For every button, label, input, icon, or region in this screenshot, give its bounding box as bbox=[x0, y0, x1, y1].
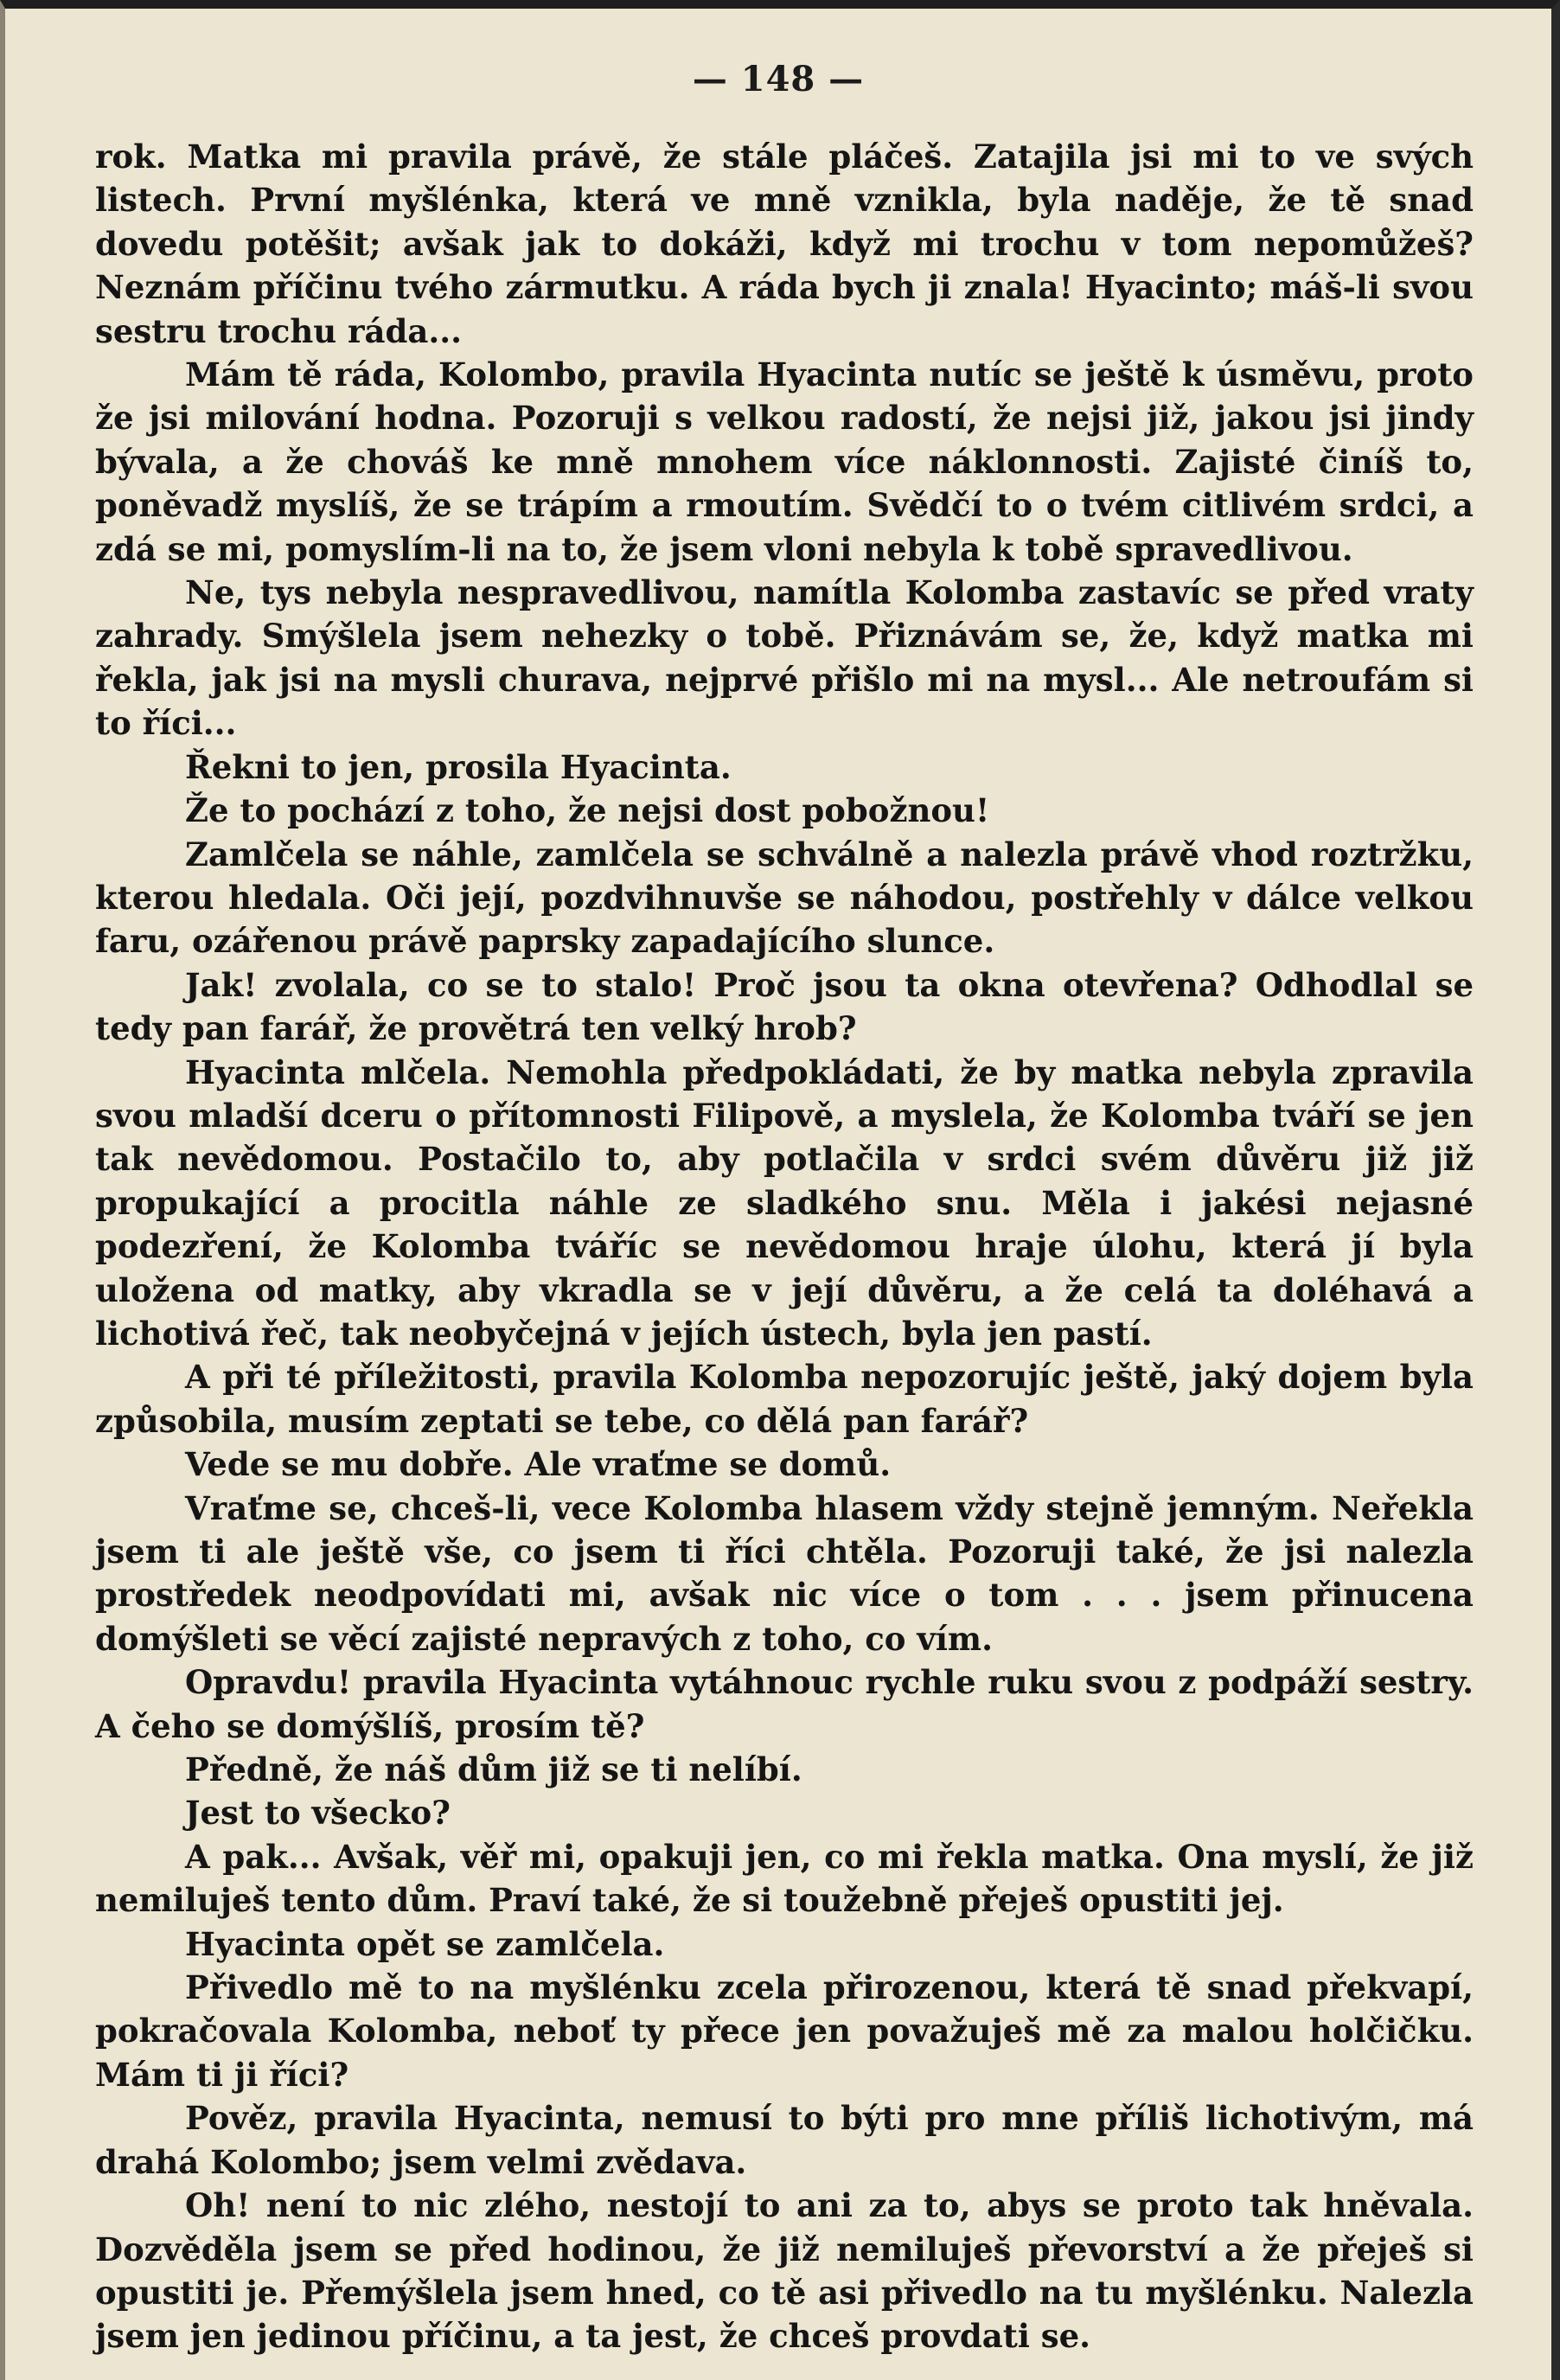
paragraph: Jest to všecko? bbox=[185, 1794, 451, 1833]
paragraph: Zamlčela se náhle, zamlčela se schválně a nalezla právě vhod roztržku, kterou hledala. Oči její, pozdvihnuvše se náhodou, postřehly v dálce velkou faru, ozářenou právě paprsky zapadajícího slunce. bbox=[95, 835, 1474, 961]
paragraph: A při té příležitosti, pravila Kolomba nepozorujíc ještě, jaký dojem byla způsobila, musím zeptati se tebe, co dělá pan farář? bbox=[95, 1358, 1474, 1440]
paragraph: Hyacinta mlčela. Nemohla předpokládati, že by matka nebyla zpravila svou mladší dceru o přítomnosti Filipově, a myslela, že Kolomba tváří se jen tak nevědomou. Postačilo to, aby potlačila v srdci svém důvěru již již propukající a procitla náhle ze sladkého snu. Měla i jakési nejasné podezření, že Kolomba tváříc se nevědomou hraje úlohu, která jí byla uložena od matky, aby vkradla se v její důvěru, a že celá ta doléhavá a lichotivá řeč, tak neobyčejná v jejích ústech, byla jen pastí. bbox=[95, 1052, 1474, 1353]
paragraph: Řekni to jen, prosila Hyacinta. bbox=[185, 747, 732, 786]
paragraph: Že to pochází z toho, že nejsi dost pobožnou! bbox=[185, 791, 990, 830]
paragraph: Vede se mu dobře. Ale vraťme se domů. bbox=[185, 1445, 892, 1484]
paragraph: Pověz, pravila Hyacinta, nemusí to býti pro mne příliš lichotivým, má drahá Kolombo; jsem velmi zvědava. bbox=[95, 2099, 1474, 2181]
paragraph: Oh! není to nic zlého, nestojí to ani za to, abys se proto tak hněvala. Dozvěděla jsem se před hodinou, že již nemiluješ převorství a že přeješ si opustiti je. Přemýšlela jsem hned, co tě asi přivedlo na tu myšlénku. Nalezla jsem jen jedinou příčinu, a ta jest, že chceš provdati se. bbox=[95, 2186, 1474, 2356]
paragraph: Jak! zvolala, co se to stalo! Proč jsou ta okna otevřena? Odhodlal se tedy pan farář, že provětrá ten velký hrob? bbox=[95, 965, 1474, 1048]
page-number: — 148 — bbox=[692, 59, 865, 99]
paragraph: Přivedlo mě to na myšlénku zcela přirozenou, která tě snad překvapí, pokračovala Kolomba, neboť ty přece jen považuješ mě za malou holčičku. Mám ti ji říci? bbox=[95, 1968, 1474, 2094]
paragraph: A pak... Avšak, věř mi, opakuji jen, co mi řekla matka. Ona myslí, že již nemiluješ tento dům. Praví také, že si toužebně přeješ opustiti jej. bbox=[95, 1837, 1474, 1920]
paragraph: Hyacinta opět se zamlčela. bbox=[185, 1924, 665, 1963]
paragraph: Předně, že náš dům již se ti nelíbí. bbox=[185, 1750, 802, 1789]
paragraph: Vraťme se, chceš-li, vece Kolomba hlasem vždy stejně jemným. Neřekla jsem ti ale ještě vše, co jsem ti říci chtěla. Pozoruji také, že jsi nalezla prostředek neodpovídati mi, avšak nic více o tom . . . jsem přinucena domýšleti se věcí zajisté nepravých z toho, co vím. bbox=[95, 1488, 1474, 1658]
paragraph: rok. Matka mi pravila právě, že stále pláčeš. Zatajila jsi mi to ve svých listech. První myšlénka, která ve mně vznikla, byla naděje, že tě snad dovedu potěšit; avšak jak to dokáži, když mi trochu v tom nepomůžeš? Neznám příčinu tvého zármutku. A ráda bych ji znala! Hyacinto; máš-li svou sestru trochu ráda... bbox=[95, 138, 1474, 350]
body-text bbox=[95, 135, 1474, 2358]
paragraph: Ne, tys nebyla nespravedlivou, namítla Kolomba zastavíc se před vraty zahrady. Smýšlela jsem nehezky o tobě. Přiznávám se, že, když matka mi řekla, jak jsi na mysli churava, nejprvé přišlo mi na mysl... Ale netroufám si to říci... bbox=[95, 573, 1474, 743]
paragraph: Mám tě ráda, Kolombo, pravila Hyacinta nutíc se ještě k úsměvu, proto že jsi milování hodna. Pozoruji s velkou radostí, že nejsi již, jakou jsi jindy bývala, a že chováš ke mně mnohem více náklonnosti. Zajisté činíš to, poněvadž myslíš, že se trápím a rmoutím. Svědčí to o tvém citlivém srdci, a zdá se mi, pomyslím-li na to, že jsem vloni nebyla k tobě spravedlivou. bbox=[95, 355, 1474, 568]
paragraph: Opravdu! pravila Hyacinta vytáhnouc rychle ruku svou z podpáží sestry. A čeho se domýšlíš, prosím tě? bbox=[95, 1663, 1474, 1745]
